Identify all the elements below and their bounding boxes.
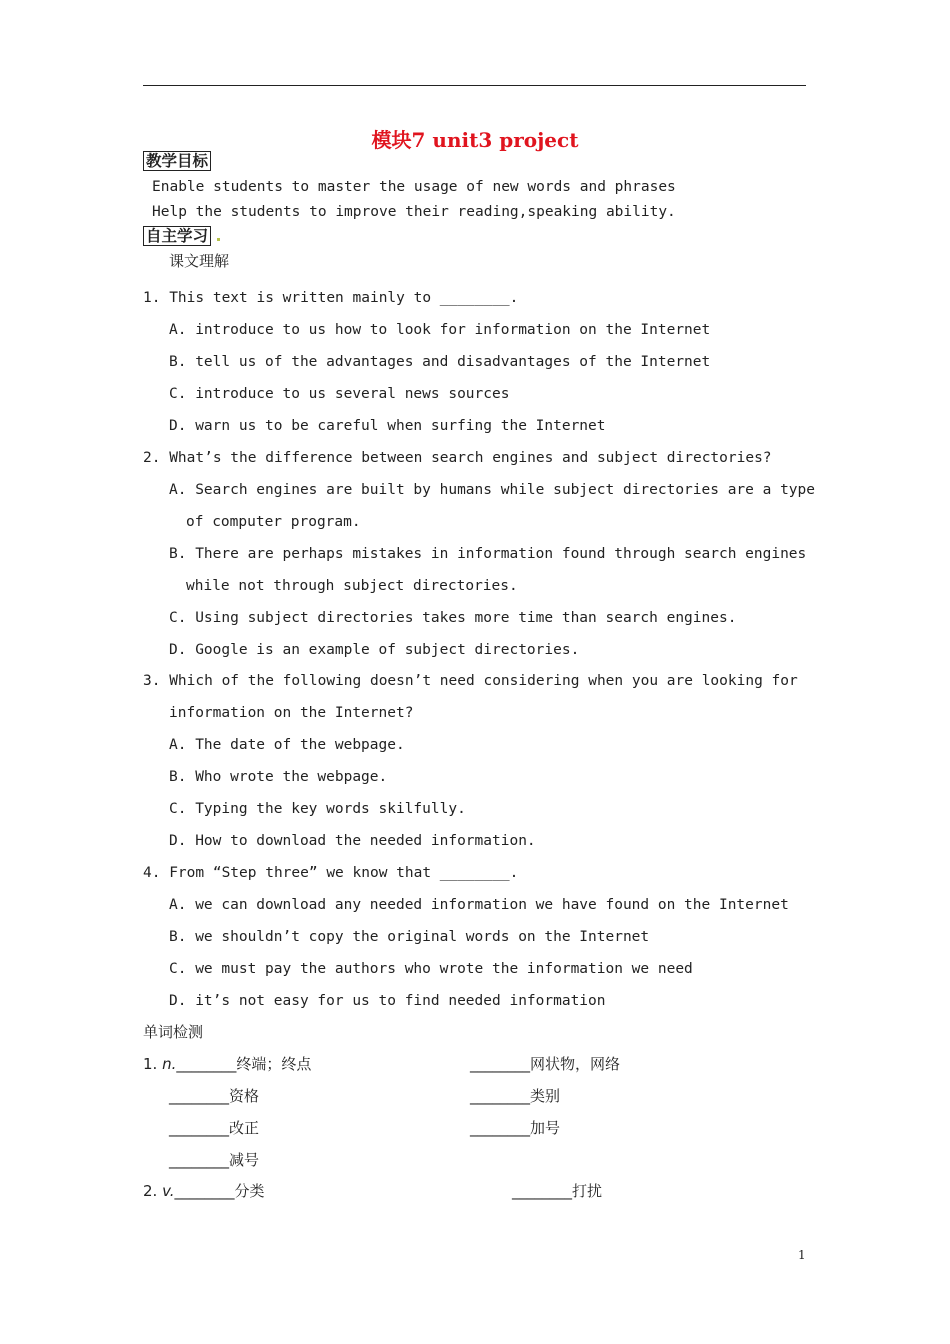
question-option: A. introduce to us how to look for information on the Internet (169, 322, 711, 338)
part-of-speech: v. (162, 1182, 175, 1200)
question-option: C. Using subject directories takes more time than search engines. (169, 610, 737, 626)
goal-line: Enable students to master the usage of new words and phrases (152, 179, 676, 195)
decorative-dot (217, 238, 220, 241)
question-stem-continuation: information on the Internet? (169, 705, 414, 721)
page-number: 1 (798, 1248, 806, 1262)
page-title: 模块7 unit3 project (371, 128, 579, 152)
vocab-item: ________打扰 (512, 1182, 603, 1200)
reading-subheading: 课文理解 (169, 252, 230, 270)
self-study-heading: 自主学习 (143, 226, 220, 247)
vocab-item: ________分类 (174, 1182, 265, 1200)
question-option: D. How to download the needed information. (169, 833, 536, 849)
part-of-speech: n. (162, 1055, 177, 1073)
question-option: C. Typing the key words skilfully. (169, 801, 466, 817)
question-option: C. introduce to us several news sources (169, 386, 510, 402)
question-option: B. There are perhaps mistakes in information found through search engines (169, 546, 807, 562)
vocab-number: 2. (143, 1182, 158, 1200)
vocab-heading: 单词检测 (143, 1023, 204, 1041)
vocab-item: ________类别 (470, 1087, 561, 1105)
header-rule (143, 85, 806, 86)
vocab-item: ________终端；终点 (176, 1055, 312, 1073)
goal-line: Help the students to improve their reading,speaking ability. (152, 204, 676, 220)
vocab-item: ________资格 (169, 1087, 260, 1105)
question-option: B. we shouldn’t copy the original words on the Internet (169, 929, 650, 945)
vocab-item: ________减号 (169, 1151, 260, 1169)
question-option: A. The date of the webpage. (169, 737, 405, 753)
teaching-goals-heading: 教学目标 (143, 151, 211, 172)
vocab-item: ________改正 (169, 1119, 260, 1137)
question-option: D. Google is an example of subject directories. (169, 642, 580, 658)
vocab-number: 1. (143, 1055, 158, 1073)
vocab-item: ________网状物，网络 (470, 1055, 621, 1073)
vocab-item: ________加号 (470, 1119, 561, 1137)
question-option: A. Search engines are built by humans while subject directories are a type (169, 482, 816, 498)
question-option: C. we must pay the authors who wrote the information we need (169, 961, 693, 977)
question-option: D. warn us to be careful when surfing the Internet (169, 418, 606, 434)
question-option: A. we can download any needed information we have found on the Internet (169, 897, 789, 913)
question-stem: 1. This text is written mainly to ________. (143, 290, 519, 306)
question-stem: 3. Which of the following doesn’t need considering when you are looking for (143, 673, 798, 689)
vocab-verb-row (143, 1181, 265, 1201)
question-option: B. Who wrote the webpage. (169, 769, 388, 785)
question-stem: 2. What’s the difference between search engines and subject directories? (143, 450, 772, 466)
vocab-noun-row (143, 1054, 311, 1074)
question-stem: 4. From “Step three” we know that ________. (143, 865, 519, 881)
question-option-continuation: while not through subject directories. (186, 578, 518, 594)
question-option-continuation: of computer program. (186, 514, 361, 530)
question-option: B. tell us of the advantages and disadvantages of the Internet (169, 354, 711, 370)
question-option: D. it’s not easy for us to find needed information (169, 993, 606, 1009)
